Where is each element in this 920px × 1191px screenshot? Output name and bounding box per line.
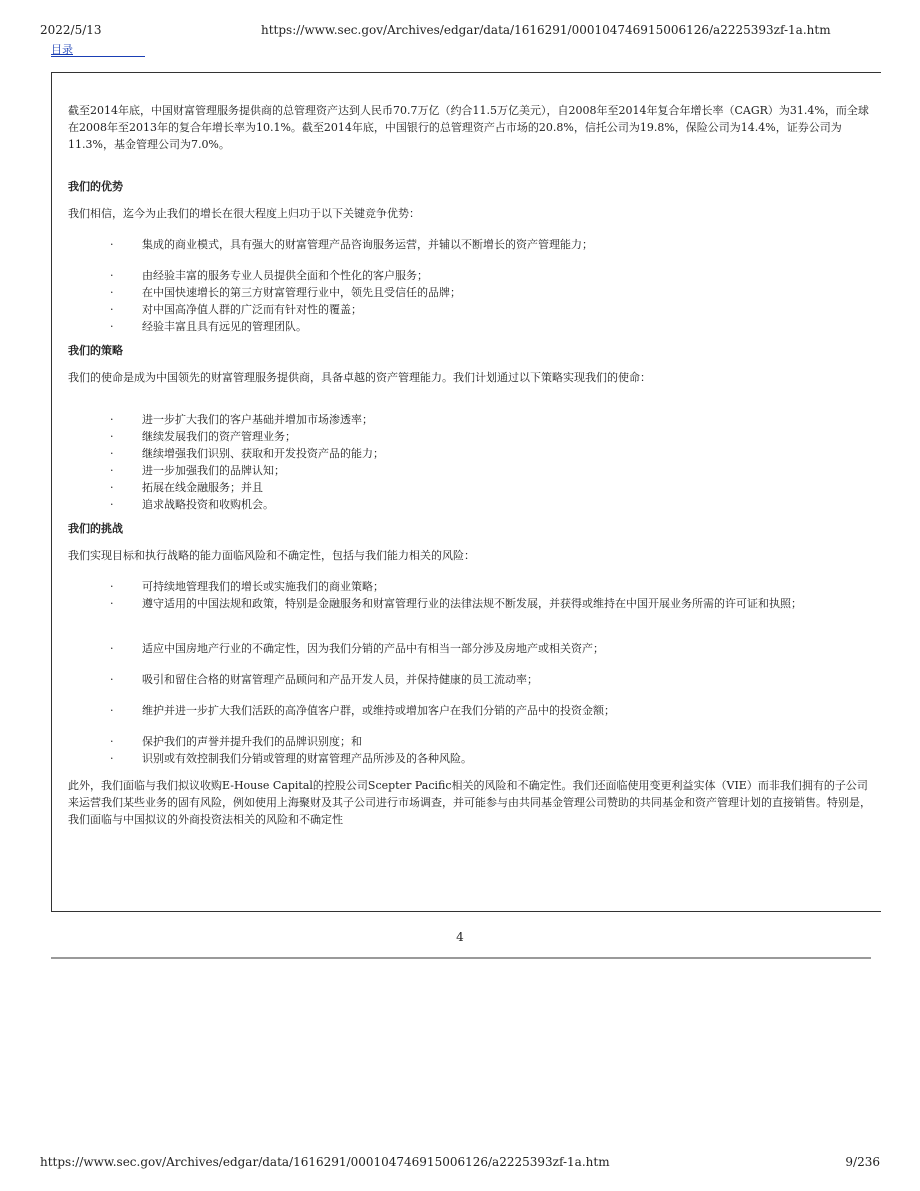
strengths-list [68,236,876,335]
list-item: · 对中国高净值人群的广泛而有针对性的覆盖； [68,301,876,318]
list-item: · 拓展在线金融服务；并且 [68,479,876,496]
list-item: · 吸引和留住合格的财富管理产品顾问和产品开发人员，并保持健康的员工流动率； [68,671,876,688]
list-item: · 集成的商业模式，具有强大的财富管理产品咨询服务运营，并辅以不断增长的资产管理能力； [68,236,876,253]
challenges-lead: 我们实现目标和执行战略的能力面临风险和不确定性，包括与我们能力相关的风险： [68,549,475,562]
list-item: · 由经验丰富的服务专业人员提供全面和个性化的客户服务； [68,267,876,284]
list-item: · 进一步加强我们的品牌认知； [68,462,876,479]
strategy-heading: 我们的策略 [68,344,123,357]
list-item: · 进一步扩大我们的客户基础并增加市场渗透率； [68,411,876,428]
page-number: 4 [456,930,464,944]
toc-link[interactable]: 目录 [51,43,145,57]
intro-paragraph: 截至2014年底，中国财富管理服务提供商的总管理资产达到人民币70.7万亿（约合11.5万亿美元），自2008年至2014年复合年增长率（CAGR）为31.4%，而全球在2008年至2013年的复合年增长率为10.1%。截至2014年底，中国银行的总管理资产占市场的20.8%，信托公司为19.8%，保险公司为14.4%，证券公司为11.3%，基金管理公司为7.0%。 [68,104,869,151]
print-page-count: 9/236 [845,1155,880,1169]
list-item: · 追求战略投资和收购机会。 [68,496,876,513]
challenges-heading: 我们的挑战 [68,522,123,535]
list-item: · 经验丰富且具有远见的管理团队。 [68,318,876,335]
print-header-url: https://www.sec.gov/Archives/edgar/data/1616291/000104746915006126/a2225393zf-1a.htm [261,23,831,37]
list-item: · 可持续地管理我们的增长或实施我们的商业策略； [68,578,876,595]
strengths-heading: 我们的优势 [68,180,123,193]
challenges-list [68,578,876,767]
closing-paragraph: 此外，我们面临与我们拟议收购E-House Capital的控股公司Scepter Pacific相关的风险和不确定性。我们还面临使用变更利益实体（VIE）而非我们拥有的子公司来运营我们某些业务的固有风险，例如使用上海聚财及其子公司进行市场调查，并可能参与由共同基金管理公司赞助的共同基金和资产管理计划的直接销售。特别是，我们面临与中国拟议的外商投资法相关的风险和不确定性 [68,779,871,826]
list-item: · 识别或有效控制我们分销或管理的财富管理产品所涉及的各种风险。 [68,750,876,767]
print-footer-url: https://www.sec.gov/Archives/edgar/data/1616291/000104746915006126/a2225393zf-1a.htm [40,1155,610,1169]
list-item: · 适应中国房地产行业的不确定性，因为我们分销的产品中有相当一部分涉及房地产或相关资产； [68,640,876,657]
list-item: · 遵守适用的中国法规和政策，特别是金融服务和财富管理行业的法律法规不断发展，并获得或维持在中国开展业务所需的许可证和执照； [68,595,876,612]
list-item: · 继续增强我们识别、获取和开发投资产品的能力； [68,445,876,462]
list-item: · 在中国快速增长的第三方财富管理行业中，领先且受信任的品牌； [68,284,876,301]
list-item: · 继续发展我们的资产管理业务； [68,428,876,445]
strategy-list [68,411,876,513]
list-item: · 保护我们的声誉并提升我们的品牌识别度；和 [68,733,876,750]
document-content [68,102,876,828]
strategy-lead: 我们的使命是成为中国领先的财富管理服务提供商，具备卓越的资产管理能力。我们计划通过以下策略实现我们的使命： [68,371,651,384]
list-item: · 维护并进一步扩大我们活跃的高净值客户群，或维持或增加客户在我们分销的产品中的投资金额； [68,702,876,719]
page-divider [51,957,871,959]
strengths-lead: 我们相信，迄今为止我们的增长在很大程度上归功于以下关键竞争优势： [68,207,420,220]
print-date: 2022/5/13 [40,23,102,37]
